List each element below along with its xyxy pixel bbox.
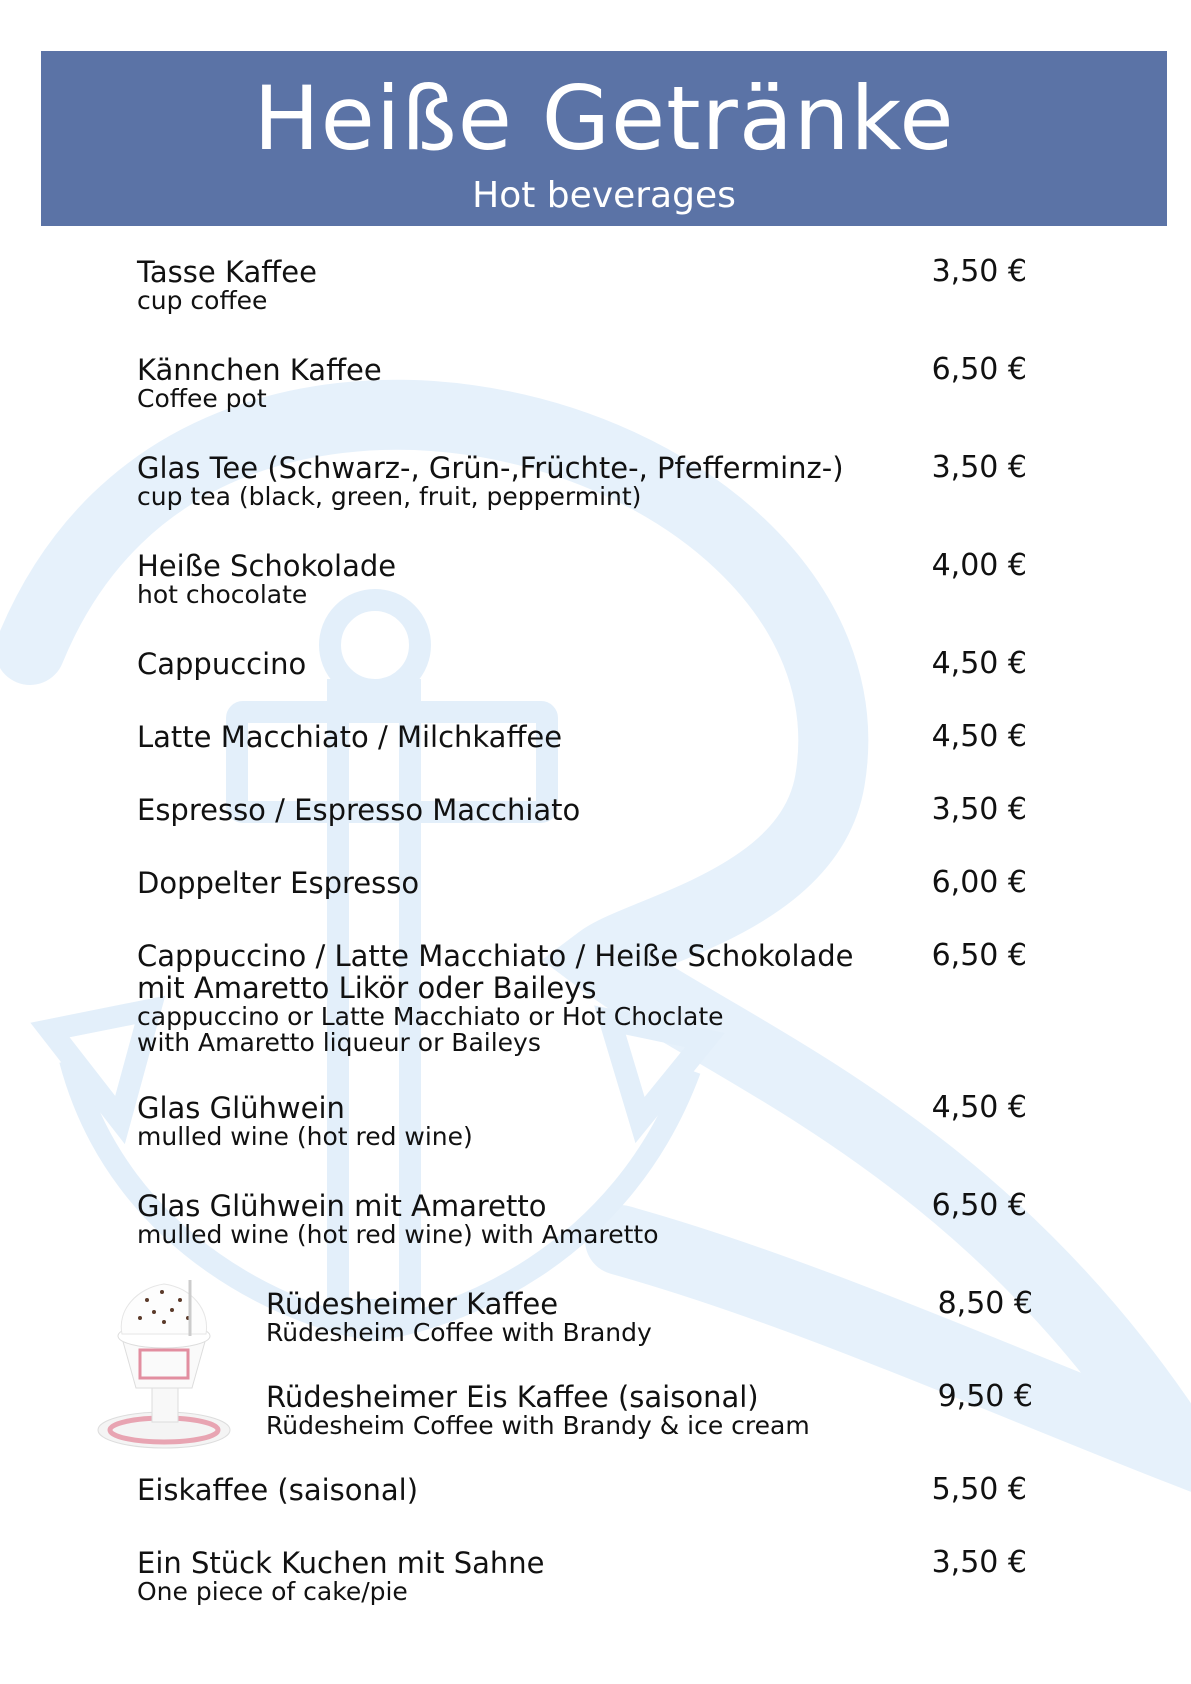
- page-title: Heiße Getränke: [253, 67, 955, 170]
- item-price: 3,50 €: [931, 792, 1027, 827]
- menu-item: [266, 1381, 1043, 1439]
- item-name-en: cup tea (black, green, fruit, peppermint): [137, 482, 642, 511]
- item-name-de: Latte Macchiato / Milchkaffee: [137, 720, 563, 754]
- item-name-de: Espresso / Espresso Macchiato: [137, 793, 581, 827]
- item-price: 3,50 €: [931, 450, 1027, 485]
- menu-item: [137, 648, 1037, 680]
- item-name-en: cup coffee: [137, 286, 268, 315]
- menu-item: [137, 550, 1037, 608]
- item-price: 6,00 €: [931, 865, 1027, 900]
- menu-item: [137, 1474, 1037, 1506]
- menu-item: [137, 1547, 1037, 1605]
- item-price: 3,50 €: [931, 254, 1027, 289]
- menu-item: [137, 354, 1037, 412]
- menu-item: [137, 721, 1037, 753]
- item-price: 4,50 €: [931, 1090, 1027, 1125]
- menu-item: [137, 867, 1037, 899]
- item-price: 9,50 €: [937, 1379, 1033, 1414]
- menu-item: [266, 1288, 1043, 1346]
- item-name-en-line2: with Amaretto liqueur or Baileys: [137, 1028, 541, 1057]
- item-price: 6,50 €: [931, 352, 1027, 387]
- menu-item: [137, 1092, 1037, 1150]
- item-name-de: Rüdesheimer Eis Kaffee (saisonal): [266, 1380, 759, 1414]
- item-name-en: Coffee pot: [137, 384, 267, 413]
- item-name-de: Doppelter Espresso: [137, 866, 420, 900]
- item-name-de: Ein Stück Kuchen mit Sahne: [137, 1546, 545, 1580]
- menu-item: [137, 452, 1037, 510]
- item-name-de: Kännchen Kaffee: [137, 353, 382, 387]
- page-subtitle: Hot beverages: [472, 175, 736, 216]
- item-name-de: Cappuccino: [137, 647, 307, 681]
- item-name-en: One piece of cake/pie: [137, 1577, 408, 1606]
- item-name-de: Glas Glühwein mit Amaretto: [137, 1189, 547, 1223]
- item-name-en: mulled wine (hot red wine): [137, 1122, 473, 1151]
- rudesheimer-coffee-cup-icon: [92, 1270, 232, 1450]
- item-name-en: Rüdesheim Coffee with Brandy: [266, 1318, 652, 1347]
- item-price: 5,50 €: [931, 1472, 1027, 1507]
- item-price: 6,50 €: [931, 1188, 1027, 1223]
- item-price: 8,50 €: [937, 1286, 1033, 1321]
- item-name-de: Rüdesheimer Kaffee: [266, 1287, 559, 1321]
- menu-item: [137, 1190, 1037, 1248]
- item-name-de: Cappuccino / Latte Macchiato / Heiße Schokolade: [137, 939, 854, 973]
- item-name-de: Glas Glühwein: [137, 1091, 345, 1125]
- item-name-de: Heiße Schokolade: [137, 549, 397, 583]
- menu-header: [41, 51, 1167, 226]
- item-price: 3,50 €: [931, 1545, 1027, 1580]
- item-name-de-line2: mit Amaretto Likör oder Baileys: [137, 971, 597, 1005]
- item-name-de: Tasse Kaffee: [137, 255, 317, 289]
- item-price: 4,50 €: [931, 719, 1027, 754]
- item-name-en: mulled wine (hot red wine) with Amaretto: [137, 1220, 659, 1249]
- menu-item: [137, 256, 1037, 314]
- item-name-en: cappuccino or Latte Macchiato or Hot Choclate: [137, 1002, 724, 1031]
- item-name-en: Rüdesheim Coffee with Brandy & ice cream: [266, 1411, 810, 1440]
- item-name-de: Eiskaffee (saisonal): [137, 1473, 419, 1507]
- menu-item: [137, 794, 1037, 826]
- menu-item: [137, 940, 1037, 1056]
- item-price: 6,50 €: [931, 938, 1027, 973]
- item-price: 4,00 €: [931, 548, 1027, 583]
- item-name-en: hot chocolate: [137, 580, 308, 609]
- item-price: 4,50 €: [931, 646, 1027, 681]
- item-name-de: Glas Tee (Schwarz-, Grün-,Früchte-, Pfefferminz-): [137, 451, 844, 485]
